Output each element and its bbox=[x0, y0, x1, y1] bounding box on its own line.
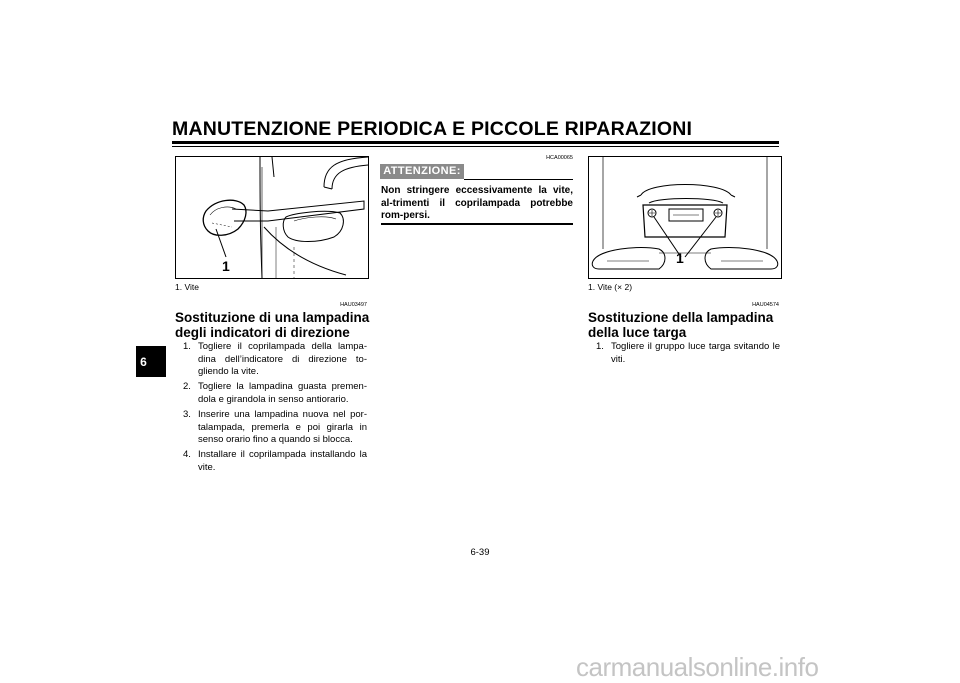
section-title: Sostituzione di una lampadina degli indicatori di direzione bbox=[175, 310, 370, 340]
caution-end-rule bbox=[381, 223, 573, 225]
license-light-drawing bbox=[589, 157, 781, 278]
list-item bbox=[596, 341, 780, 366]
step-number: 1. bbox=[596, 341, 604, 352]
step-text: Installare il coprilampada installando la vite. bbox=[198, 449, 367, 473]
header-rule-thin bbox=[172, 146, 779, 147]
step-number: 2. bbox=[183, 381, 191, 393]
chapter-number: 6 bbox=[140, 355, 147, 369]
step-number: 1. bbox=[183, 341, 191, 352]
caution-label: ATTENZIONE: bbox=[380, 164, 464, 179]
page-number: 6-39 bbox=[470, 547, 490, 558]
caution-text: Non stringere eccessivamente la vite, al-trimenti il coprilampada potrebbe rom-persi. bbox=[381, 185, 573, 222]
section-title: Sostituzione della lampadina della luce targa bbox=[588, 310, 774, 340]
instruction-list bbox=[596, 341, 780, 369]
page-title: MANUTENZIONE PERIODICA E PICCOLE RIPARAZIONI bbox=[172, 118, 693, 140]
reference-code: HCA00065 bbox=[546, 155, 573, 161]
list-item bbox=[183, 449, 367, 474]
step-text: Togliere il gruppo luce targa svitando le viti. bbox=[611, 341, 780, 365]
caution-rule bbox=[464, 179, 573, 180]
list-item bbox=[183, 341, 367, 379]
step-text: Togliere la lampadina guasta premen-dola e girandola in senso antiorario. bbox=[198, 381, 367, 405]
reference-code: HAU03497 bbox=[340, 302, 367, 308]
figure-caption: 1. Vite bbox=[175, 282, 199, 292]
turn-signal-illustration bbox=[175, 156, 369, 279]
reference-code: HAU04574 bbox=[752, 302, 779, 308]
figure-callout: 1 bbox=[676, 250, 684, 266]
header-rule bbox=[172, 141, 779, 144]
step-number: 3. bbox=[183, 408, 191, 420]
license-light-illustration bbox=[588, 156, 782, 279]
instruction-list bbox=[183, 341, 367, 477]
step-number: 4. bbox=[183, 449, 191, 461]
figure-callout: 1 bbox=[222, 258, 230, 274]
step-text: Inserire una lampadina nuova nel por-talampada, premerla e poi girarla in senso orario fino a quando si blocca. bbox=[198, 408, 367, 446]
step-text: Togliere il coprilampada della lampa-dina dell’indicatore di direzione to-gliendo la vite. bbox=[198, 341, 367, 378]
watermark: carmanualsonline.info bbox=[576, 652, 819, 682]
list-item bbox=[183, 409, 367, 447]
list-item bbox=[183, 381, 367, 406]
turn-signal-drawing bbox=[176, 157, 368, 278]
figure-caption: 1. Vite (× 2) bbox=[588, 282, 633, 292]
